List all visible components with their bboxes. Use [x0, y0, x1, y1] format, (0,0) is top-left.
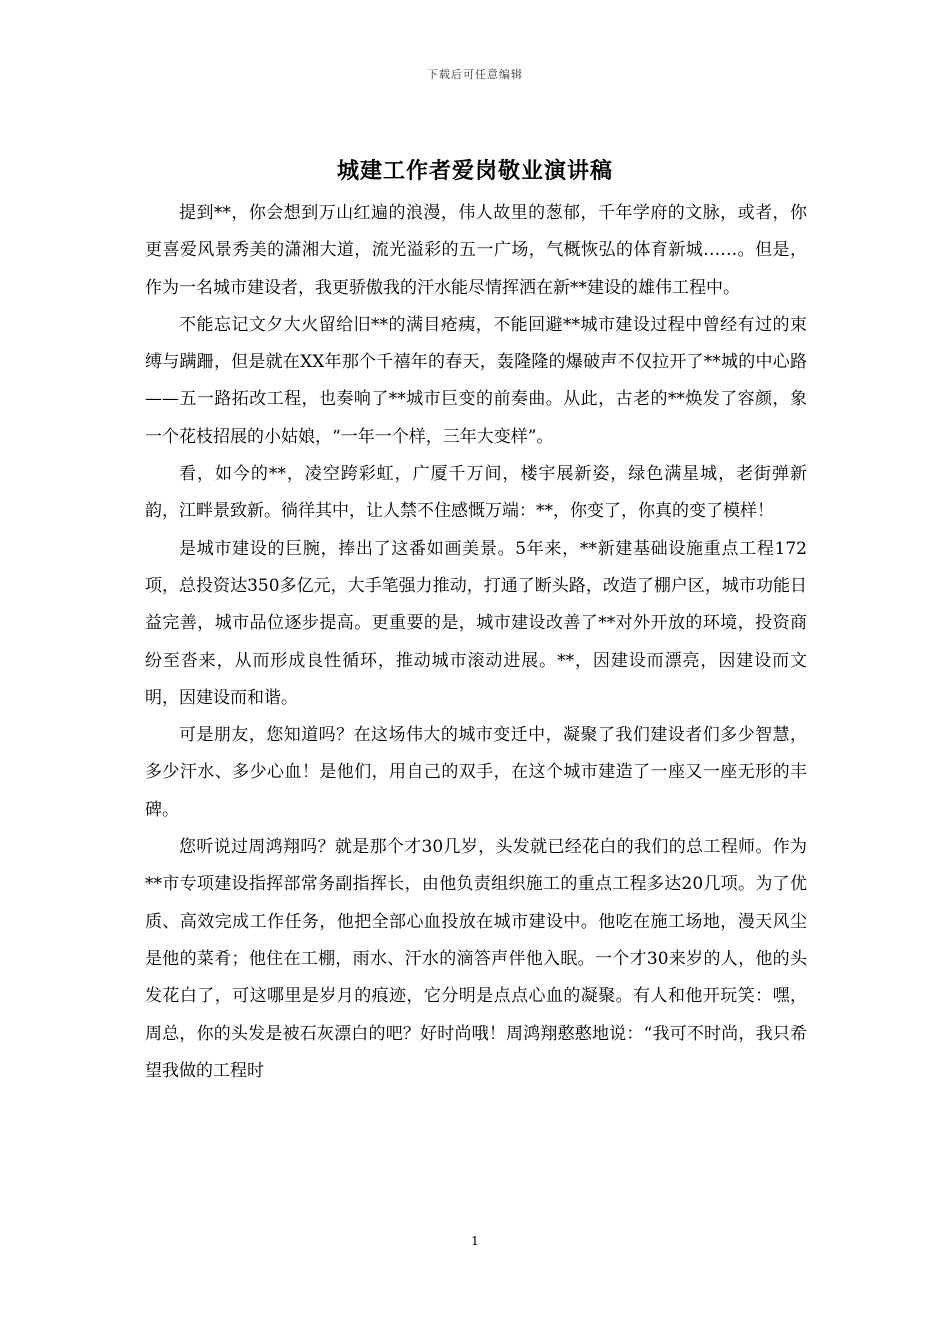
paragraph: 不能忘记文夕大火留给旧**的满目疮痍，不能回避**城市建设过程中曾经有过的束缚与蹒跚，但是就在XX年那个千禧年的春天，轰隆隆的爆破声不仅拉开了**城的中心路——五一路拓改工程，也奏响了**城市巨变的前奏曲。从此，古老的**焕发了容颜，象一个花枝招展的小姑娘，“一年一个样，三年大变样”。 — [145, 314, 807, 447]
paragraph: 提到**，你会想到万山红遍的浪漫，伟人故里的葱郁，千年学府的文脉，或者，你更喜爱风景秀美的潇湘大道，流光溢彩的五一广场，气概恢弘的体育新城……。但是，作为一名城市建设者，我更骄傲我的汗水能尽情挥洒在新**建设的雄伟工程中。 — [145, 203, 807, 298]
paragraph: 是城市建设的巨腕，捧出了这番如画美景。5年来，**新建基础设施重点工程172项，总投资达350多亿元，大手笔强力推动，打通了断头路，改造了棚户区，城市功能日益完善，城市品位逐步提高。更重要的是，城市建设改善了**对外开放的环境，投资商纷至沓来，从而形成良性循环，推动城市滚动进展。**，因建设而漂亮，因建设而文明，因建设而和谐。 — [145, 538, 807, 708]
paragraph: 看，如今的**，凌空跨彩虹，广厦千万间，楼宇展新姿，绿色满星城，老街弹新韵，江畔景致新。徜徉其中，让人禁不住感慨万端：**，你变了，你真的变了模样！ — [145, 464, 807, 522]
paragraph: 您听说过周鸿翔吗？就是那个才30几岁，头发就已经花白的我们的总工程师。作为**市专项建设指挥部常务副指挥长，由他负责组织施工的重点工程多达20几项。为了优质、高效完成工作任务，他把全部心血投放在城市建设中。他吃在施工场地，漫天风尘是他的菜肴；他住在工棚，雨水、汗水的滴答声伴他入眠。一个才30来岁的人，他的头发花白了，可这哪里是岁月的痕迹，它分明是点点心血的凝聚。有人和他开玩笑：嘿，周总，你的头发是被石灰漂白的吧？好时尚哦！周鸿翔憨憨地说：“我可不时尚，我只希望我做的工程时 — [145, 837, 807, 1081]
document-body — [145, 195, 807, 1090]
page-number: 1 — [471, 1234, 479, 1248]
page-header-note: 下载后可任意编辑 — [427, 68, 523, 81]
paragraph: 可是朋友，您知道吗？在这场伟大的城市变迁中，凝聚了我们建设者们多少智慧，多少汗水、多少心血！是他们，用自己的双手，在这个城市建造了一座又一座无形的丰碑。 — [145, 725, 807, 820]
document-title: 城建工作者爱岗敬业演讲稿 — [336, 158, 613, 184]
